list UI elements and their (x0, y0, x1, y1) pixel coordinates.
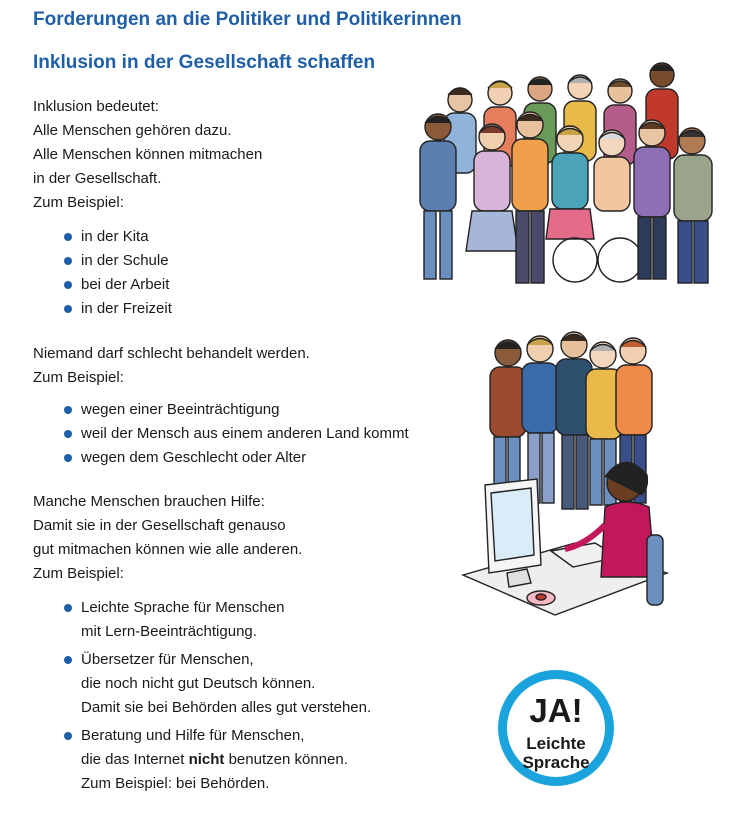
list-item (62, 596, 371, 644)
logo-label-line: Leichte (526, 734, 586, 753)
text-line: Zum Beispiel: (33, 194, 124, 211)
text-line: Inklusion bedeutet: (33, 98, 159, 115)
logo-ja-text: JA! (529, 692, 583, 729)
text-line: Zum Beispiel: bei Behörden. (81, 775, 270, 792)
easy-language-logo (498, 670, 614, 786)
page-title: Forderungen an die Politiker und Politikerinnen (33, 9, 462, 30)
text-line: gut mitmachen können wie alle anderen. (33, 541, 303, 558)
list-item: in der Kita (62, 225, 172, 249)
crowd-illustration (400, 55, 725, 300)
help-paragraph (33, 490, 302, 586)
help-examples-list (62, 596, 371, 800)
list-item (62, 648, 371, 720)
list-item: bei der Arbeit (62, 273, 172, 297)
text-line: Alle Menschen gehören dazu. (33, 122, 232, 139)
emphasis: nicht (188, 751, 225, 768)
text-line: Zum Beispiel: (33, 565, 124, 582)
text-line: Übersetzer für Menschen, (81, 651, 254, 668)
section-title: Inklusion in der Gesellschaft schaffen (33, 52, 376, 73)
list-item: in der Schule (62, 249, 172, 273)
text-line: Damit sie in der Gesellschaft genauso (33, 517, 286, 534)
text-line: Zum Beispiel: (33, 369, 124, 386)
text-line: Damit sie bei Behörden alles gut verstehen. (81, 699, 372, 716)
discrimination-paragraph (33, 342, 310, 390)
logo-label-line: Sprache (522, 753, 590, 772)
text-line: die das Internet nicht benutzen können. (81, 751, 348, 768)
intro-paragraph (33, 95, 262, 215)
list-item: weil der Mensch aus einem anderen Land kommt (62, 422, 409, 446)
inclusion-examples-list (62, 225, 172, 321)
list-item: wegen einer Beeinträchtigung (62, 398, 409, 422)
text-line: Manche Menschen brauchen Hilfe: (33, 493, 265, 510)
text-line: in der Gesellschaft. (33, 170, 162, 187)
discrimination-examples-list (62, 398, 409, 470)
logo-label (507, 734, 605, 772)
list-item (62, 724, 371, 796)
text-line: Niemand darf schlecht behandelt werden. (33, 345, 310, 362)
list-item: wegen dem Geschlecht oder Alter (62, 446, 409, 470)
text-line: Alle Menschen können mitmachen (33, 146, 263, 163)
text-line: Beratung und Hilfe für Menschen, (81, 727, 305, 744)
list-item: in der Freizeit (62, 297, 172, 321)
text-line: die noch nicht gut Deutsch können. (81, 675, 316, 692)
computer-work-illustration (455, 455, 670, 625)
text-line: Leichte Sprache für Menschen (81, 599, 285, 616)
text-line: mit Lern-Beeinträchtigung. (81, 623, 257, 640)
